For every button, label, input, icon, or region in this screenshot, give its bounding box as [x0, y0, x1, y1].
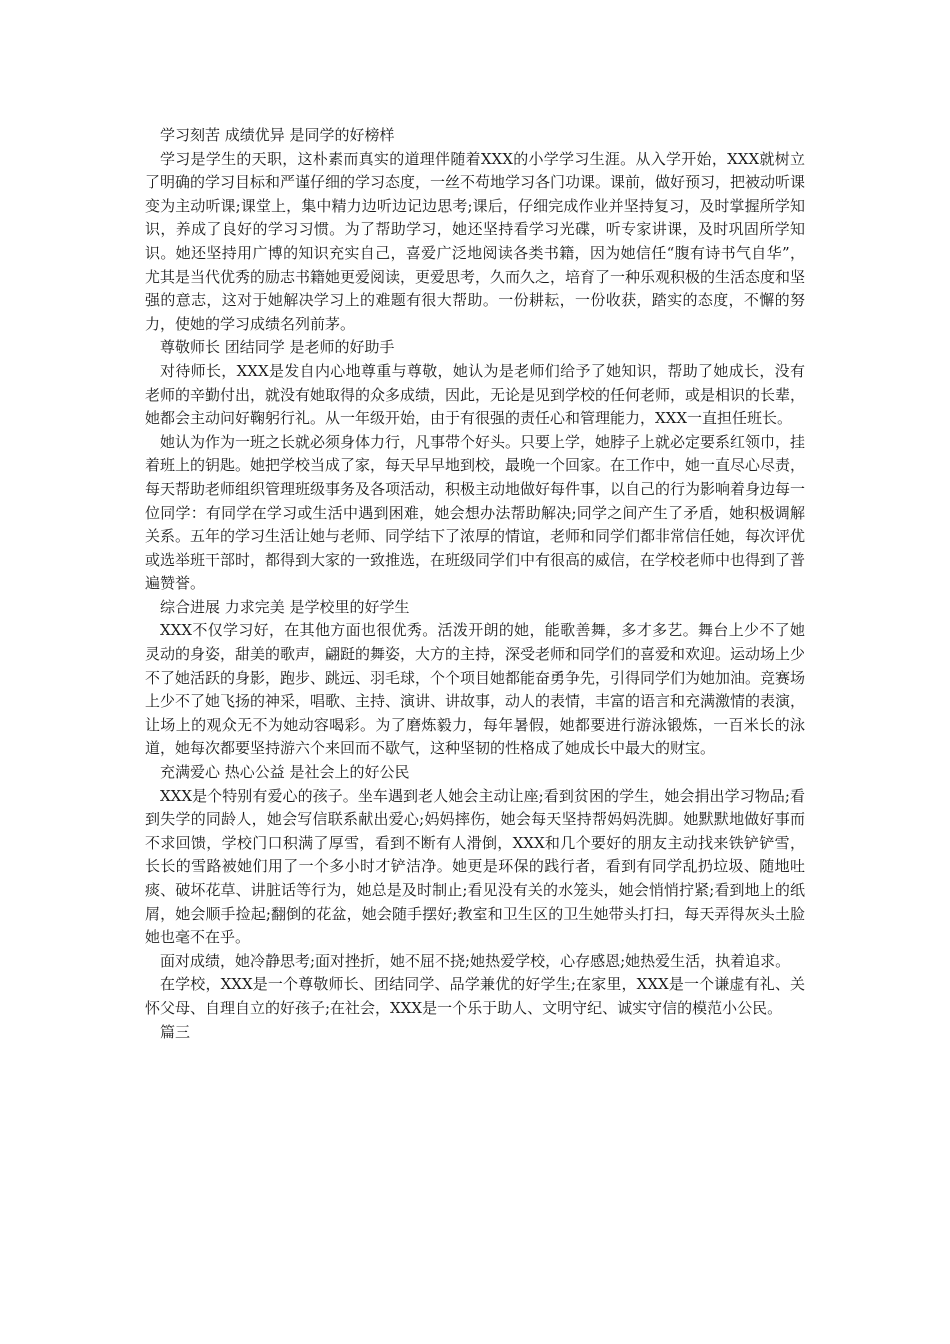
paragraph-attitude: 面对成绩，她冷静思考;面对挫折，她不屈不挠;她热爱学校，心存感恩;她热爱生活，执着追求。 — [160, 951, 791, 970]
section-heading-part-three: 篇三 — [160, 1022, 191, 1041]
document-body — [145, 124, 805, 1044]
paragraph-respect: 对待师长，XXX是发自内心地尊重与尊敬，她认为是老师们给予了她知识，帮助了她成长，没有老师的辛勤付出，就没有她取得的众多成绩，因此，无论是见到学校的任何老师，或是相识的长辈，她都会主动问好鞠躬行礼。从一年级开始，由于有很强的责任心和管理能力，XXX一直担任班长。 — [145, 361, 806, 428]
paragraph-study: 学习是学生的天职，这朴素而真实的道理伴随着XXX的小学学习生涯。从入学开始，XXX就树立了明确的学习目标和严谨仔细的学习态度，一丝不苟地学习各门功课。课前，做好预习，把被动听课变为主动听课;课堂上，集中精力边听边记边思考;课后，仔细完成作业并坚持复习，及时掌握所学知识，养成了良好的学习习惯。为了帮助学习，她还坚持看学习光碟，听专家讲课，及时巩固所学知识。她还坚持用广博的知识充实自己，喜爱广泛地阅读各类书籍，因为她信任“腹有诗书气自华”，尤其是当代优秀的励志书籍她更爱阅读，更爱思考，久而久之，培育了一种乐观积极的生活态度和坚强的意志，这对于她解决学习上的难题有很大帮助。一份耕耘，一份收获，踏实的态度，不懈的努力，使她的学习成绩名列前茅。 — [145, 149, 806, 333]
paragraph-class-monitor: 她认为作为一班之长就必须身体力行，凡事带个好头。只要上学，她脖子上就必定要系红领巾，挂着班上的钥匙。她把学校当成了家，每天早早地到校，最晚一个回家。在工作中，她一直尽心尽责，每天帮助老师组织管理班级事务及各项活动，积极主动地做好每件事，以自己的行为影响着身边每一位同学：有同学在学习或生活中遇到困难，她会想办法帮助解决;同学之间产生了矛盾，她积极调解关系。五年的学习生活让她与老师、同学结下了浓厚的情谊，老师和同学们都非常信任她，每次评优或选举班干部时，都得到大家的一致推选，在班级同学们中有很高的威信，在学校老师中也得到了普遍赞誉。 — [145, 432, 806, 593]
section-heading-public-welfare: 充满爱心 热心公益 是社会上的好公民 — [160, 763, 410, 782]
section-heading-study: 学习刻苦 成绩优异 是同学的好榜样 — [160, 126, 395, 144]
section-heading-all-round: 综合进展 力求完美 是学校里的好学生 — [160, 597, 410, 616]
section-heading-respect: 尊敬师长 团结同学 是老师的好助手 — [160, 338, 395, 357]
paragraph-all-round: XXX不仅学习好，在其他方面也很优秀。活泼开朗的她，能歌善舞，多才多艺。舞台上少不了她灵动的身姿，甜美的歌声，翩跹的舞姿，大方的主持，深受老师和同学们的喜爱和欢迎。运动场上少不了她活跃的身影，跑步、跳远、羽毛球，个个项目她都能奋勇争先，引得同学们为她加油。竞赛场上少不了她飞扬的神采，唱歌、主持、演讲、讲故事，动人的表情，丰富的语言和充满激情的表演，让场上的观众无不为她动容喝彩。为了磨炼毅力，每年暑假，她都要进行游泳锻炼，一百米长的泳道，她每次都要坚持游六个来回而不歇气，这种坚韧的性格成了她成长中最大的财宝。 — [145, 621, 806, 758]
paragraph-public-welfare: XXX是个特别有爱心的孩子。坐车遇到老人她会主动让座;看到贫困的学生，她会捐出学习物品;看到失学的同龄人，她会写信联系献出爱心;妈妈摔伤，她会每天坚持帮妈妈洗脚。她默默地做好事而不求回馈，学校门口积满了厚雪，看到不断有人滑倒，XXX和几个要好的朋友主动找来铁铲铲雪，长长的雪路被她们用了一个多小时才铲洁净。她更是环保的践行者，看到有同学乱扔垃圾、随地吐痰、破坏花草、讲脏话等行为，她总是及时制止;看见没有关的水笼头，她会悄悄拧紧;看到地上的纸屑，她会顺手捡起;翻倒的花盆，她会随手摆好;教室和卫生区的卫生她带头打扫，每天弄得灰头土脸她也毫不在乎。 — [145, 786, 805, 947]
paragraph-summary: 在学校，XXX是一个尊敬师长、团结同学、品学兼优的好学生;在家里，XXX是一个谦虚有礼、关怀父母、自理自立的好孩子;在社会，XXX是一个乐于助人、文明守纪、诚实守信的模范小公民。 — [145, 975, 805, 1017]
